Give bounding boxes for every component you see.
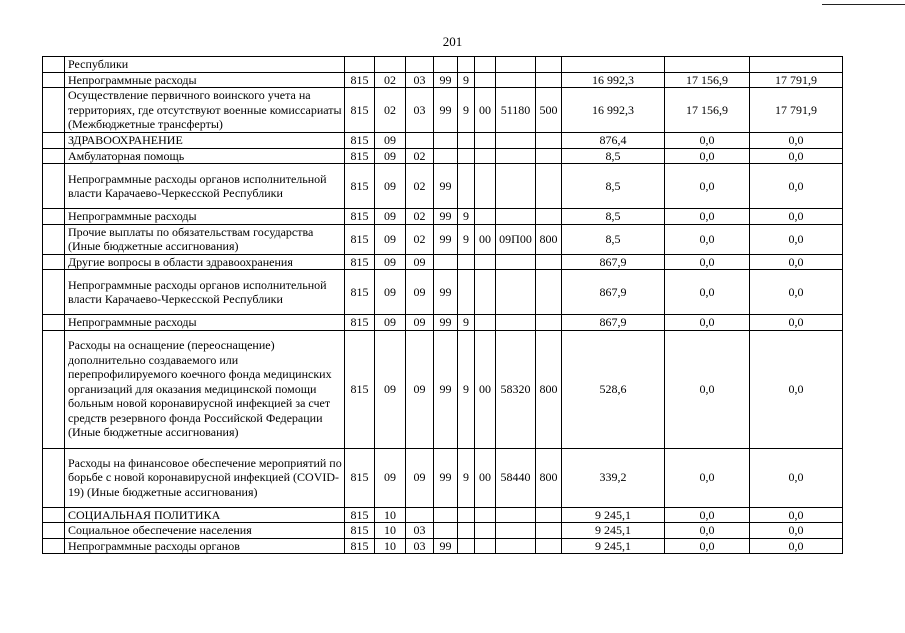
code-subprogram: [458, 538, 475, 554]
value-year3: 17 791,9: [750, 72, 843, 88]
code-item: [496, 148, 536, 164]
code-item: [496, 315, 536, 331]
value-year3: 0,0: [750, 448, 843, 507]
code-direction: [475, 538, 496, 554]
code-direction: [475, 507, 496, 523]
code-program: [434, 254, 458, 270]
value-year2: 0,0: [665, 448, 750, 507]
code-item: [496, 133, 536, 149]
value-year1: 8,5: [562, 209, 665, 225]
code-subsection: 03: [406, 523, 434, 539]
value-year3: [750, 57, 843, 73]
table-row: [43, 330, 843, 448]
code-subsection: 03: [406, 538, 434, 554]
code-section: 09: [375, 133, 406, 149]
code-direction: [475, 133, 496, 149]
code-direction: [475, 270, 496, 315]
row-number-cell: [43, 88, 65, 133]
value-year3: 0,0: [750, 133, 843, 149]
value-year1: 8,5: [562, 224, 665, 254]
code-item: [496, 538, 536, 554]
code-admin: 815: [345, 72, 375, 88]
code-direction: [475, 315, 496, 331]
code-program: [434, 148, 458, 164]
code-direction: [475, 523, 496, 539]
code-section: 09: [375, 224, 406, 254]
code-program: 99: [434, 164, 458, 209]
code-admin: 815: [345, 448, 375, 507]
value-year1: 9 245,1: [562, 507, 665, 523]
code-subsection: 09: [406, 254, 434, 270]
value-year2: 0,0: [665, 254, 750, 270]
code-subprogram: [458, 133, 475, 149]
value-year1: 528,6: [562, 330, 665, 448]
code-section: [375, 57, 406, 73]
code-subsection: 02: [406, 209, 434, 225]
code-program: [434, 507, 458, 523]
code-program: 99: [434, 224, 458, 254]
table-row: [43, 57, 843, 73]
row-name: Осуществление первичного воинского учета на территориях, где отсутствуют военные комиссариаты (Межбюджетные трансферты): [65, 88, 345, 133]
code-item: [496, 164, 536, 209]
code-section: 02: [375, 88, 406, 133]
row-name: Непрограммные расходы: [65, 209, 345, 225]
code-program: 99: [434, 88, 458, 133]
row-name: Расходы на финансовое обеспечение мероприятий по борьбе с новой коронавирусной инфекцией (COVID-19) (Иные бюджетные ассигнования): [65, 448, 345, 507]
code-subprogram: [458, 164, 475, 209]
value-year2: 0,0: [665, 523, 750, 539]
code-item: [496, 57, 536, 73]
value-year1: 867,9: [562, 254, 665, 270]
value-year3: 0,0: [750, 315, 843, 331]
code-direction: [475, 209, 496, 225]
code-subprogram: [458, 523, 475, 539]
row-name: Расходы на оснащение (переоснащение) дополнительно создаваемого или перепрофилируемого коечного фонда медицинских организаций для оказания медицинской помощи больным новой коронавирусной инфекцией за счет средств резервного фонда Российской Федерации (Иные бюджетные ассигнования): [65, 330, 345, 448]
table-body: [43, 57, 843, 554]
code-expense-type: [536, 538, 562, 554]
code-program: [434, 57, 458, 73]
table-row: [43, 270, 843, 315]
budget-table: [42, 56, 843, 554]
top-edge-line: [822, 4, 905, 5]
code-program: 99: [434, 448, 458, 507]
code-direction: 00: [475, 224, 496, 254]
table-row: [43, 72, 843, 88]
value-year2: 0,0: [665, 133, 750, 149]
code-admin: 815: [345, 224, 375, 254]
code-subsection: 02: [406, 148, 434, 164]
code-section: 09: [375, 270, 406, 315]
value-year2: 17 156,9: [665, 88, 750, 133]
code-expense-type: [536, 254, 562, 270]
table-row: [43, 209, 843, 225]
value-year3: 0,0: [750, 538, 843, 554]
value-year2: 0,0: [665, 507, 750, 523]
code-direction: [475, 57, 496, 73]
table-row: [43, 448, 843, 507]
value-year1: 9 245,1: [562, 538, 665, 554]
code-subsection: [406, 507, 434, 523]
code-admin: 815: [345, 209, 375, 225]
code-section: 09: [375, 448, 406, 507]
code-item: 58320: [496, 330, 536, 448]
value-year2: 0,0: [665, 164, 750, 209]
value-year2: 0,0: [665, 209, 750, 225]
value-year2: 0,0: [665, 224, 750, 254]
code-subsection: 09: [406, 330, 434, 448]
code-subsection: 03: [406, 88, 434, 133]
value-year3: 0,0: [750, 254, 843, 270]
table-row: [43, 254, 843, 270]
table-row: [43, 164, 843, 209]
row-name: Непрограммные расходы: [65, 315, 345, 331]
row-number-cell: [43, 507, 65, 523]
code-subprogram: 9: [458, 209, 475, 225]
row-number-cell: [43, 72, 65, 88]
code-expense-type: [536, 164, 562, 209]
code-program: 99: [434, 330, 458, 448]
code-item: 51180: [496, 88, 536, 133]
value-year3: 0,0: [750, 164, 843, 209]
code-expense-type: 800: [536, 224, 562, 254]
value-year1: 16 992,3: [562, 72, 665, 88]
code-admin: 815: [345, 164, 375, 209]
code-direction: [475, 72, 496, 88]
code-direction: 00: [475, 88, 496, 133]
code-section: 10: [375, 538, 406, 554]
code-subsection: 09: [406, 315, 434, 331]
code-program: [434, 523, 458, 539]
code-expense-type: [536, 523, 562, 539]
code-item: 09П00: [496, 224, 536, 254]
code-admin: 815: [345, 133, 375, 149]
row-number-cell: [43, 148, 65, 164]
code-subprogram: 9: [458, 315, 475, 331]
code-subprogram: 9: [458, 88, 475, 133]
table-row: [43, 523, 843, 539]
row-number-cell: [43, 164, 65, 209]
table-row: [43, 507, 843, 523]
code-admin: 815: [345, 315, 375, 331]
value-year1: 16 992,3: [562, 88, 665, 133]
code-expense-type: [536, 315, 562, 331]
code-expense-type: 800: [536, 448, 562, 507]
row-number-cell: [43, 209, 65, 225]
row-name: Другие вопросы в области здравоохранения: [65, 254, 345, 270]
row-name: Амбулаторная помощь: [65, 148, 345, 164]
value-year2: 17 156,9: [665, 72, 750, 88]
value-year2: 0,0: [665, 270, 750, 315]
code-subprogram: [458, 57, 475, 73]
row-number-cell: [43, 270, 65, 315]
code-subsection: [406, 133, 434, 149]
code-subprogram: [458, 254, 475, 270]
code-expense-type: 800: [536, 330, 562, 448]
code-section: 10: [375, 507, 406, 523]
table-row: [43, 88, 843, 133]
row-number-cell: [43, 330, 65, 448]
code-expense-type: 500: [536, 88, 562, 133]
code-admin: 815: [345, 148, 375, 164]
value-year3: 0,0: [750, 270, 843, 315]
code-admin: 815: [345, 507, 375, 523]
row-number-cell: [43, 224, 65, 254]
row-number-cell: [43, 315, 65, 331]
code-section: 09: [375, 164, 406, 209]
row-number-cell: [43, 57, 65, 73]
code-expense-type: [536, 507, 562, 523]
code-admin: 815: [345, 270, 375, 315]
code-subprogram: [458, 507, 475, 523]
code-admin: 815: [345, 538, 375, 554]
code-admin: 815: [345, 254, 375, 270]
value-year3: 0,0: [750, 523, 843, 539]
code-admin: 815: [345, 88, 375, 133]
value-year3: 0,0: [750, 148, 843, 164]
code-expense-type: [536, 209, 562, 225]
code-subprogram: 9: [458, 224, 475, 254]
code-item: [496, 72, 536, 88]
code-subsection: 02: [406, 164, 434, 209]
row-number-cell: [43, 254, 65, 270]
value-year2: 0,0: [665, 315, 750, 331]
code-program: [434, 133, 458, 149]
row-number-cell: [43, 133, 65, 149]
value-year1: 9 245,1: [562, 523, 665, 539]
row-name: Непрограммные расходы органов: [65, 538, 345, 554]
row-name: СОЦИАЛЬНАЯ ПОЛИТИКА: [65, 507, 345, 523]
row-name: Социальное обеспечение населения: [65, 523, 345, 539]
code-admin: 815: [345, 523, 375, 539]
value-year3: 0,0: [750, 224, 843, 254]
table-row: [43, 538, 843, 554]
code-section: 10: [375, 523, 406, 539]
code-item: [496, 209, 536, 225]
table-row: [43, 315, 843, 331]
code-subsection: 02: [406, 224, 434, 254]
value-year2: 0,0: [665, 538, 750, 554]
code-program: 99: [434, 538, 458, 554]
code-section: 09: [375, 330, 406, 448]
row-number-cell: [43, 523, 65, 539]
row-name: Республики: [65, 57, 345, 73]
row-number-cell: [43, 448, 65, 507]
code-subprogram: 9: [458, 72, 475, 88]
code-subsection: 09: [406, 270, 434, 315]
row-name: Прочие выплаты по обязательствам государства (Иные бюджетные ассигнования): [65, 224, 345, 254]
value-year1: 867,9: [562, 315, 665, 331]
code-program: 99: [434, 270, 458, 315]
code-expense-type: [536, 148, 562, 164]
code-direction: [475, 148, 496, 164]
row-number-cell: [43, 538, 65, 554]
value-year1: [562, 57, 665, 73]
table-row: [43, 224, 843, 254]
code-item: [496, 523, 536, 539]
code-program: 99: [434, 209, 458, 225]
row-name: ЗДРАВООХРАНЕНИЕ: [65, 133, 345, 149]
code-subsection: [406, 57, 434, 73]
value-year3: 0,0: [750, 330, 843, 448]
code-item: [496, 254, 536, 270]
value-year3: 0,0: [750, 507, 843, 523]
row-name: Непрограммные расходы: [65, 72, 345, 88]
code-item: 58440: [496, 448, 536, 507]
code-item: [496, 507, 536, 523]
row-name: Непрограммные расходы органов исполнительной власти Карачаево-Черкесской Республики: [65, 270, 345, 315]
code-program: 99: [434, 315, 458, 331]
code-expense-type: [536, 133, 562, 149]
code-subprogram: [458, 270, 475, 315]
code-subprogram: 9: [458, 330, 475, 448]
code-expense-type: [536, 72, 562, 88]
code-direction: [475, 254, 496, 270]
code-subsection: 03: [406, 72, 434, 88]
page-number: 201: [442, 34, 463, 49]
table-row: [43, 148, 843, 164]
code-section: 09: [375, 254, 406, 270]
code-section: 09: [375, 148, 406, 164]
value-year3: 0,0: [750, 209, 843, 225]
code-direction: 00: [475, 448, 496, 507]
code-section: 09: [375, 315, 406, 331]
value-year1: 339,2: [562, 448, 665, 507]
value-year2: 0,0: [665, 330, 750, 448]
code-direction: [475, 164, 496, 209]
code-section: 09: [375, 209, 406, 225]
value-year1: 8,5: [562, 148, 665, 164]
code-expense-type: [536, 57, 562, 73]
value-year1: 8,5: [562, 164, 665, 209]
row-name: Непрограммные расходы органов исполнительной власти Карачаево-Черкесской Республики: [65, 164, 345, 209]
value-year1: 867,9: [562, 270, 665, 315]
code-subsection: 09: [406, 448, 434, 507]
code-program: 99: [434, 72, 458, 88]
table-row: [43, 133, 843, 149]
code-expense-type: [536, 270, 562, 315]
code-section: 02: [375, 72, 406, 88]
code-direction: 00: [475, 330, 496, 448]
value-year3: 17 791,9: [750, 88, 843, 133]
value-year1: 876,4: [562, 133, 665, 149]
code-subprogram: [458, 148, 475, 164]
code-admin: 815: [345, 330, 375, 448]
value-year2: 0,0: [665, 148, 750, 164]
code-subprogram: 9: [458, 448, 475, 507]
code-item: [496, 270, 536, 315]
code-admin: [345, 57, 375, 73]
value-year2: [665, 57, 750, 73]
